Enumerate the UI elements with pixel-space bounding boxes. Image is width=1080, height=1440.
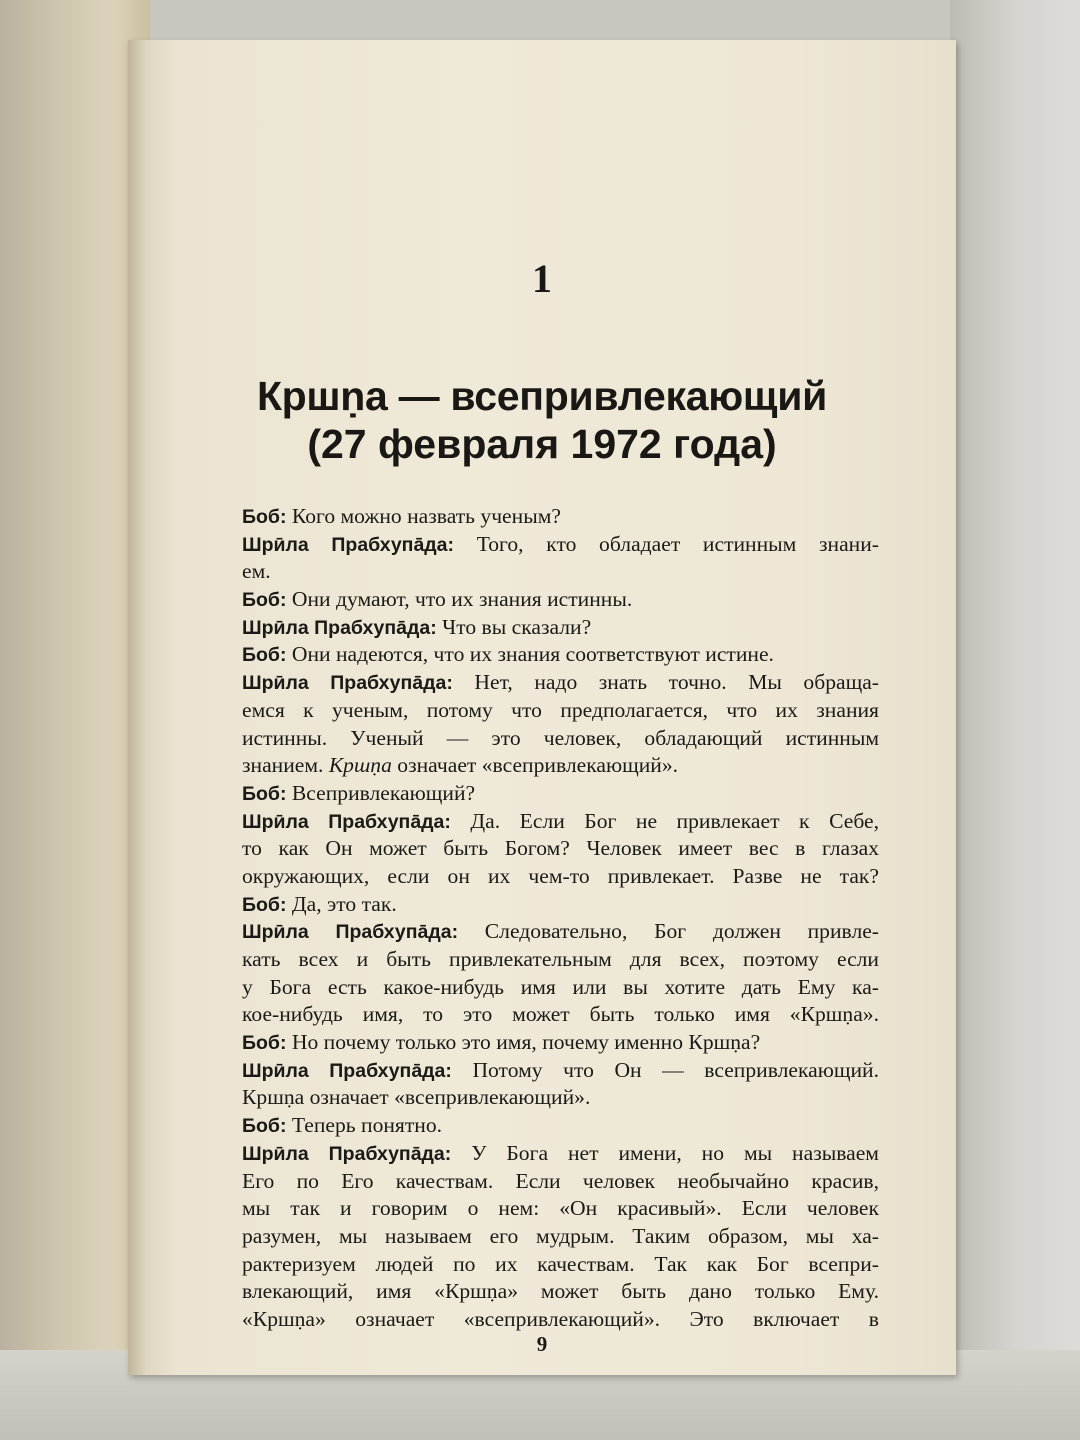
dialogue-line [242,614,879,642]
dialogue-text-span: у Бога есть какое-нибудь имя или вы хотите дать Ему ка- [242,974,879,999]
speaker-label: Шрӣла Прабхупāда: [242,810,451,833]
dialogue-line [242,780,879,808]
speaker-label: Шрӣла Прабхупāда: [242,616,437,639]
dialogue-line [242,1084,879,1112]
dialogue-line [242,503,879,531]
speaker-label: Шрӣла Прабхупāда: [242,1142,452,1165]
dialogue-line [242,1306,879,1334]
chapter-number: 1 [532,256,552,301]
speaker-label: Шрӣла Прабхупāда: [242,921,459,944]
dialogue-text-span: окружающих, если он их чем-то привлекает. Разве не так? [242,863,879,888]
dialogue-text-span: Да, это так. [291,891,397,916]
dialogue-text-span: кое-нибудь имя, то это может быть только имя «Кршṇа». [242,1002,879,1027]
speaker-label: Шрӣла Прабхупāда: [242,533,455,556]
dialogue-text [242,503,879,1334]
dialogue-line [242,752,879,780]
dialogue-text-span: Нет, надо знать точно. Мы обраща- [474,670,879,695]
dialogue-line [242,808,879,836]
dialogue-text-span: Кого можно назвать ученым? [291,504,561,528]
dialogue-text-span: Они думают, что их знания истинны. [291,587,633,612]
chapter-title: Кршṇа — всепривлекающий [256,373,828,419]
speaker-label: Боб: [242,589,287,612]
dialogue-text-span: Что вы сказали? [442,614,592,639]
dialogue-line [242,697,879,725]
dialogue-line [242,1140,879,1168]
dialogue-line [242,974,879,1002]
dialogue-text-span: Кршṇа означает «всепривлекающий». [242,1085,591,1110]
dialogue-text-span: то как Он может быть Богом? Человек имеет вес в глазах [242,836,879,861]
dialogue-text-span: У Бога нет имени, но мы называем [471,1140,879,1165]
speaker-label: Боб: [242,506,287,528]
page-number: 9 [536,1332,548,1356]
speaker-label: Шрӣла Прабхупāда: [242,1059,452,1082]
dialogue-text-span: означает «всепривлекающий». [397,753,679,778]
dialogue-line [242,863,879,891]
dialogue-line [242,1029,879,1057]
dialogue-line [242,1278,879,1306]
chapter-date: (27 февраля 1972 года) [307,421,777,467]
dialogue-line [242,669,879,697]
dialogue-text-span: рактеризуем людей по их качествам. Так как Бог всепри- [242,1251,879,1276]
dialogue-line [242,1001,879,1029]
dialogue-text-span: истинны. Ученый — это человек, обладающий истинным [242,725,879,750]
dialogue-line [242,946,879,974]
dialogue-text-span: Да. Если Бог не привлекает к Себе, [470,808,879,833]
dialogue-line [242,918,879,946]
dialogue-line [242,586,879,614]
right-background [950,0,1080,1440]
dialogue-line [242,1168,879,1196]
dialogue-text-span: разумен, мы называем его мудрым. Таким образом, мы ха- [242,1223,879,1248]
book-page [128,40,956,1375]
dialogue-text-span: мы так и говорим о нем: «Он красивый». Если человек [242,1196,879,1221]
speaker-label: Боб: [242,893,287,916]
dialogue-text-span: знанием. [242,753,324,778]
dialogue-text-span: Его по Его качествам. Если человек необычайно красив, [242,1168,879,1193]
dialogue-line [242,641,879,669]
italic-term: Кршṇа [328,753,392,778]
dialogue-line [242,1057,879,1085]
dialogue-text-span: Но почему только это имя, почему именно Кршṇа? [291,1030,761,1055]
dialogue-line [242,1251,879,1279]
speaker-label: Боб: [242,1032,287,1055]
dialogue-text-span: кать всех и быть привлекательным для всех, поэтому если [242,947,879,971]
dialogue-line [242,531,879,559]
dialogue-text-span: ем. [242,559,271,584]
speaker-label: Боб: [242,1115,287,1138]
dialogue-text-span: Всепривлекающий? [291,780,476,805]
dialogue-line [242,891,879,919]
dialogue-line [242,558,879,586]
dialogue-text-span: влекающий, имя «Кршṇа» может быть дано только Ему. [242,1279,879,1304]
speaker-label: Боб: [242,782,287,805]
dialogue-line [242,1223,879,1251]
speaker-label: Боб: [242,644,287,667]
dialogue-text-span: Следовательно, Бог должен привле- [484,919,879,944]
dialogue-text-span: Того, кто обладает истинным знани- [476,531,879,556]
dialogue-line [242,1112,879,1140]
dialogue-text-span: Они надеются, что их знания соответствуют истине. [291,642,774,667]
dialogue-line [242,835,879,863]
dialogue-text-span: емся к ученым, потому что предполагается, что их знания [242,697,879,722]
dialogue-text-span: «Кршṇа» означает «всепривлекающий». Это включает в [242,1306,879,1331]
dialogue-text-span: Потому что Он — всепривлекающий. [472,1057,879,1082]
dialogue-line [242,1195,879,1223]
speaker-label: Шрӣла Прабхупāда: [242,672,453,695]
dialogue-text-span: Теперь понятно. [291,1113,443,1138]
dialogue-line [242,725,879,753]
